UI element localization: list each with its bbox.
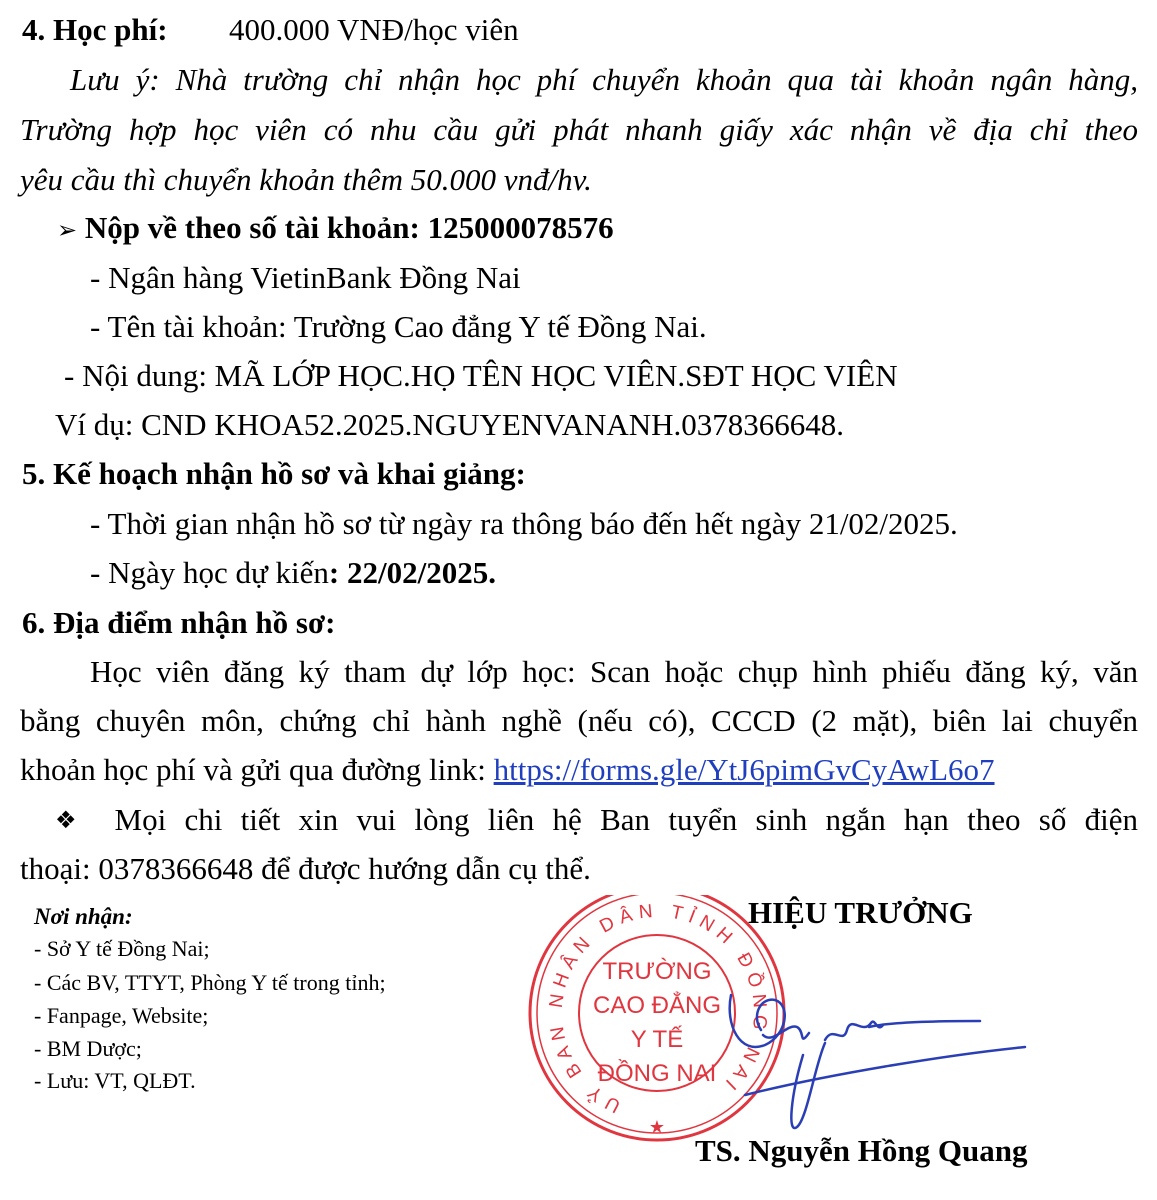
recipient-item: - BM Dược; <box>34 1036 142 1061</box>
recipient-item: - Sở Y tế Đồng Nai; <box>34 936 210 961</box>
example-line: Ví dụ: CND KHOA52.2025.NGUYENVANANH.0378366648. <box>55 407 845 442</box>
start-date-value: : 22/02/2025. <box>328 555 496 590</box>
official-stamp <box>525 895 1085 1145</box>
location-text-line-1: Học viên đăng ký tham dự lớp học: Scan hoặc chụp hình phiếu đăng ký, văn <box>90 654 1138 689</box>
stamp-star-icon: ★ <box>648 1117 666 1137</box>
stamp-center-line: TRƯỜNG <box>602 958 712 985</box>
bank-line: - Ngân hàng VietinBank Đồng Nai <box>90 260 521 295</box>
signature-title: HIỆU TRƯỞNG <box>748 895 973 930</box>
recipient-item: - Fanpage, Website; <box>34 1003 209 1028</box>
arrow-bullet-icon: ➢ <box>57 216 78 244</box>
location-text-line-2: bằng chuyên môn, chứng chỉ hành nghề (nếu có), CCCD (2 mặt), biên lai chuyển <box>20 703 1138 738</box>
location-text-line-3 <box>20 750 995 790</box>
account-heading-line <box>57 208 614 250</box>
stamp-center-line: ĐỒNG NAI <box>597 1060 717 1087</box>
start-date-line <box>90 553 496 593</box>
note-line-2: Trường hợp học viên có nhu cầu gửi phát nhanh giấy xác nhận về địa chỉ theo <box>20 112 1138 147</box>
section-4-line <box>22 10 519 50</box>
recipients-title: Nơi nhận: <box>34 904 133 929</box>
contact-line-2: thoại: 0378366648 để được hướng dẫn cụ thể. <box>20 851 591 886</box>
section-5-heading: 5. Kế hoạch nhận hồ sơ và khai giảng: <box>22 456 526 491</box>
section-4-heading: 4. Học phí: <box>22 12 168 47</box>
note-line-1: Lưu ý: Nhà trường chỉ nhận học phí chuyển khoản qua tài khoản ngân hàng, <box>70 62 1138 97</box>
contact-line-1 <box>55 800 1138 840</box>
recipient-item: - Lưu: VT, QLĐT. <box>34 1068 196 1093</box>
account-name-line: - Tên tài khoản: Trường Cao đẳng Y tế Đồng Nai. <box>90 309 707 344</box>
note-line-3: yêu cầu thì chuyển khoản thêm 50.000 vnđ/hv. <box>20 162 592 197</box>
stamp-ring-text: UỶ BAN NHÂN DÂN TỈNH ĐỒNG NAI <box>545 900 771 1117</box>
receive-time-line: - Thời gian nhận hồ sơ từ ngày ra thông báo đến hết ngày 21/02/2025. <box>90 506 958 541</box>
stamp-center-line: CAO ĐẲNG <box>592 992 722 1019</box>
diamond-bullet-icon: ❖ <box>55 806 77 834</box>
contact-text-1: Mọi chi tiết xin vui lòng liên hệ Ban tuyển sinh ngắn hạn theo số điện <box>114 802 1138 837</box>
start-date-label: - Ngày học dự kiến <box>90 555 329 590</box>
account-heading: Nộp về theo số tài khoản: 125000078576 <box>84 210 614 245</box>
recipient-item: - Các BV, TTYT, Phòng Y tế trong tỉnh; <box>34 970 386 995</box>
section-6-heading: 6. Địa điểm nhận hồ sơ: <box>22 605 336 640</box>
stamp-center-line: Y TẾ <box>630 1026 684 1053</box>
link-prefix: khoản học phí và gửi qua đường link: <box>20 752 494 787</box>
registration-form-link[interactable]: https://forms.gle/YtJ6pimGvCyAwL6o7 <box>493 752 995 787</box>
signer-name: TS. Nguyễn Hồng Quang <box>695 1133 1028 1168</box>
fee-value: 400.000 VNĐ/học viên <box>229 12 519 47</box>
transfer-content-line: - Nội dung: MÃ LỚP HỌC.HỌ TÊN HỌC VIÊN.SĐT HỌC VIÊN <box>64 358 898 393</box>
